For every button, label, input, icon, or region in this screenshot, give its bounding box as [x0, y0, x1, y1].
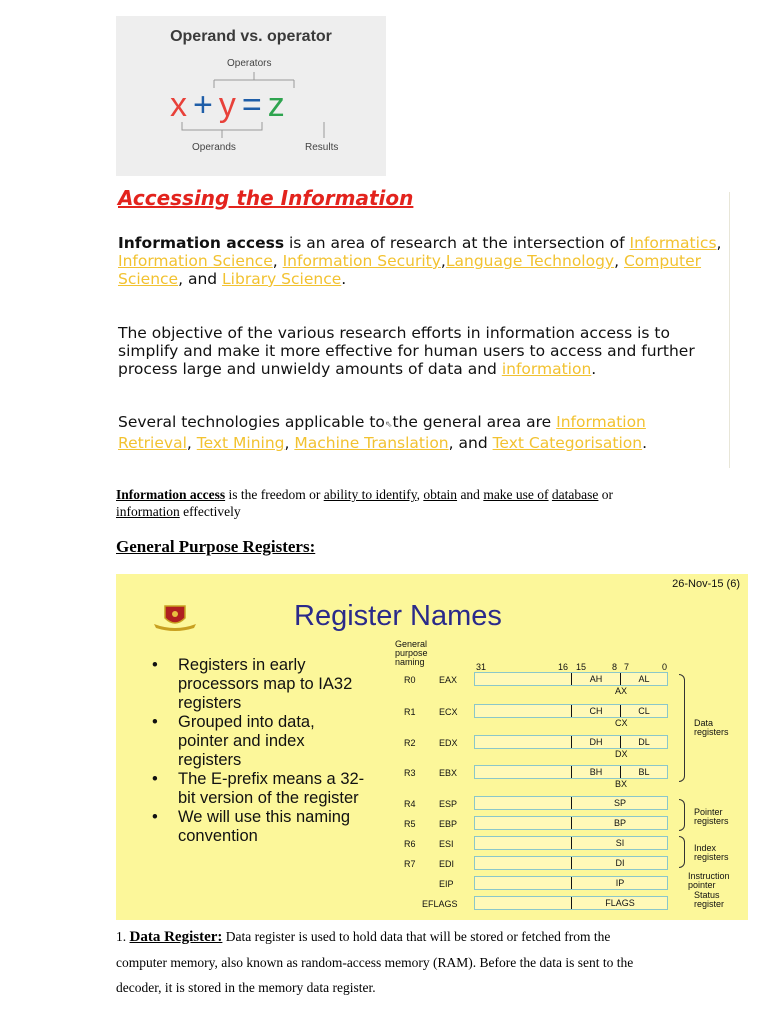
data-register-paragraph: [116, 924, 651, 1000]
p1-text: .: [341, 270, 347, 288]
p1-text: ,: [272, 252, 283, 270]
p1-bold: Information access: [118, 234, 285, 252]
register-high-byte: AH: [572, 673, 621, 685]
register-high-byte: CH: [572, 705, 621, 717]
p3-text: ,: [186, 434, 197, 452]
figure2-para-1: [118, 234, 723, 288]
p3-text: .: [642, 434, 648, 452]
list-number: 1.: [116, 929, 130, 944]
register-extended-name: EBP: [439, 819, 458, 829]
operands-label: Operands: [192, 142, 236, 153]
register-number: R2: [404, 738, 416, 748]
register-extended-name: EDX: [439, 738, 458, 748]
register-high-byte: BH: [572, 766, 621, 778]
operand-x: x: [170, 86, 193, 124]
register-number: R3: [404, 768, 416, 778]
result-z: z: [267, 86, 291, 124]
register-number: R4: [404, 799, 416, 809]
register-extended-name: EBX: [439, 768, 458, 778]
equation: [170, 86, 291, 125]
operand-y: y: [218, 86, 242, 124]
register-extended-name: ESP: [439, 799, 458, 809]
register-extended-name: EFLAGS: [422, 899, 458, 909]
register-bit-box: [474, 856, 668, 870]
bit-31: 31: [476, 662, 487, 672]
register-names-figure: [116, 574, 748, 920]
p2-text: The objective of the various research efforts in information access is to simplify and make it more effective for human users to access and further process large and unwieldy amounts of data and: [118, 324, 695, 378]
text: is the freedom or: [225, 487, 324, 502]
text: and: [457, 487, 484, 502]
link-machine-translation[interactable]: Machine Translation: [294, 434, 449, 452]
figure1-title: Operand vs. operator: [170, 28, 332, 45]
register-bit-box: [474, 704, 668, 718]
info-access-term: Information access: [116, 487, 226, 502]
link-information[interactable]: information: [501, 360, 592, 378]
link-text-mining[interactable]: Text Mining: [196, 434, 285, 452]
slide-date: 26-Nov-15 (6): [672, 578, 740, 590]
index-registers-brace: [679, 836, 685, 868]
bit-0: 0: [662, 662, 668, 672]
link-computer-science[interactable]: Computer Science: [118, 252, 702, 288]
register-high-byte: DH: [572, 736, 621, 748]
bullet-item: • The E-prefix means a 32-bit version of the register: [148, 770, 368, 808]
link-obtain[interactable]: obtain: [423, 487, 458, 502]
register-16bit-name: SI: [615, 838, 625, 848]
p1-text: ,: [440, 252, 446, 270]
link-text-categorisation[interactable]: Text Categorisation: [492, 434, 643, 452]
operand-operator-figure: [116, 16, 386, 176]
p2-text: .: [591, 360, 597, 378]
mouse-cursor-icon: ⇖: [384, 420, 393, 430]
p1-text: is an area of research at the intersection of: [284, 234, 630, 252]
bullet-item: • Registers in early processors map to IA32 registers: [148, 656, 368, 713]
operators-label: Operators: [227, 58, 272, 69]
p3-text: , and: [448, 434, 493, 452]
link-information[interactable]: information: [116, 504, 180, 519]
bullet-list: [148, 656, 368, 846]
data-registers-label: Data registers: [694, 718, 729, 737]
register-16bit-name: SP: [613, 798, 626, 808]
bullet-item: • Grouped into data, pointer and index registers: [148, 713, 368, 770]
p3-text: ,: [284, 434, 295, 452]
equals-operator: =: [241, 86, 268, 124]
register-extended-name: ESI: [439, 839, 454, 849]
accessing-information-figure: [116, 186, 730, 470]
link-ability-to-identify[interactable]: ability to identify: [323, 487, 417, 502]
register-bit-box: [474, 836, 668, 850]
instruction-pointer-label: Instruction pointer: [688, 871, 730, 890]
text: ,: [416, 487, 424, 502]
p1-text: ,: [614, 252, 624, 270]
data-register-text: Data register is used to hold data that will be stored or fetched from the computer memory, also known as random-access memory (RAM). Before the data is sent to the decoder, it is stored in the memory data register.: [116, 929, 634, 995]
link-library-science[interactable]: Library Science: [222, 270, 342, 288]
results-label: Results: [305, 142, 339, 153]
register-bit-box: [474, 735, 668, 749]
bit-8: 8: [612, 662, 618, 672]
text: or: [598, 487, 614, 502]
register-number: R7: [404, 859, 416, 869]
link-information-science[interactable]: Information Science: [118, 252, 273, 270]
register-extended-name: EDI: [439, 859, 455, 869]
register-16bit-name: DI: [615, 858, 625, 868]
p1-text: , and: [178, 270, 223, 288]
register-bit-box: [474, 796, 668, 810]
data-register-term: Data Register:: [129, 929, 223, 945]
data-registers-brace: [679, 674, 685, 782]
bit-15: 15: [576, 662, 587, 672]
pointer-registers-label: Pointer registers: [694, 807, 729, 826]
register-bit-box: [474, 672, 668, 686]
register-bit-box: [474, 765, 668, 779]
figure2-para-3: [118, 413, 723, 452]
register-16bit-name: BP: [613, 818, 626, 828]
link-information-retrieval[interactable]: Information Retrieval: [118, 413, 646, 452]
slide-title: Register Names: [294, 600, 502, 632]
register-low-byte: DL: [638, 737, 650, 747]
pointer-registers-brace: [679, 799, 685, 831]
p3-text: Several technologies applicable to: [118, 413, 385, 431]
register-16bit-name: CX: [615, 718, 628, 728]
register-16bit-name: AX: [615, 686, 628, 696]
general-purpose-registers-heading: General Purpose Registers:: [116, 537, 316, 556]
link-informatics[interactable]: Informatics: [629, 234, 717, 252]
link-language-technology[interactable]: Language Technology: [445, 252, 615, 270]
plus-operator: +: [193, 86, 219, 124]
index-registers-label: Index registers: [694, 843, 729, 862]
figure2-para-2: [118, 324, 723, 378]
university-crest-icon: [146, 602, 204, 632]
register-low-byte: AL: [638, 674, 650, 684]
figure2-heading: Accessing the Information: [118, 186, 414, 210]
register-bit-box: [474, 816, 668, 830]
register-extended-name: ECX: [439, 707, 458, 717]
status-register-label: Status register: [694, 890, 725, 909]
register-16bit-name: IP: [615, 878, 625, 888]
register-16bit-name: DX: [615, 749, 628, 759]
general-purpose-naming-label: General purpose naming: [395, 639, 428, 667]
register-number: R6: [404, 839, 416, 849]
p3-text: the general area are: [392, 413, 557, 431]
register-extended-name: EIP: [439, 879, 454, 889]
register-16bit-name: BX: [615, 779, 628, 789]
register-number: R1: [404, 707, 416, 717]
link-make-use-of[interactable]: make use of: [483, 487, 549, 502]
register-16bit-name: FLAGS: [605, 898, 635, 908]
register-bit-box: [474, 876, 668, 890]
register-low-byte: CL: [638, 706, 650, 716]
p1-text: ,: [716, 234, 722, 252]
bit-7: 7: [624, 662, 630, 672]
link-database[interactable]: database: [551, 487, 599, 502]
register-extended-name: EAX: [439, 675, 458, 685]
info-access-paragraph: [116, 486, 636, 520]
register-number: R5: [404, 819, 416, 829]
bullet-item: • We will use this naming convention: [148, 808, 368, 846]
register-number: R0: [404, 675, 416, 685]
bit-16: 16: [558, 662, 569, 672]
text: effectively: [179, 504, 241, 519]
register-bit-box: [474, 896, 668, 910]
register-low-byte: BL: [638, 767, 650, 777]
figure2-border: [729, 192, 730, 468]
link-information-security[interactable]: Information Security: [282, 252, 441, 270]
